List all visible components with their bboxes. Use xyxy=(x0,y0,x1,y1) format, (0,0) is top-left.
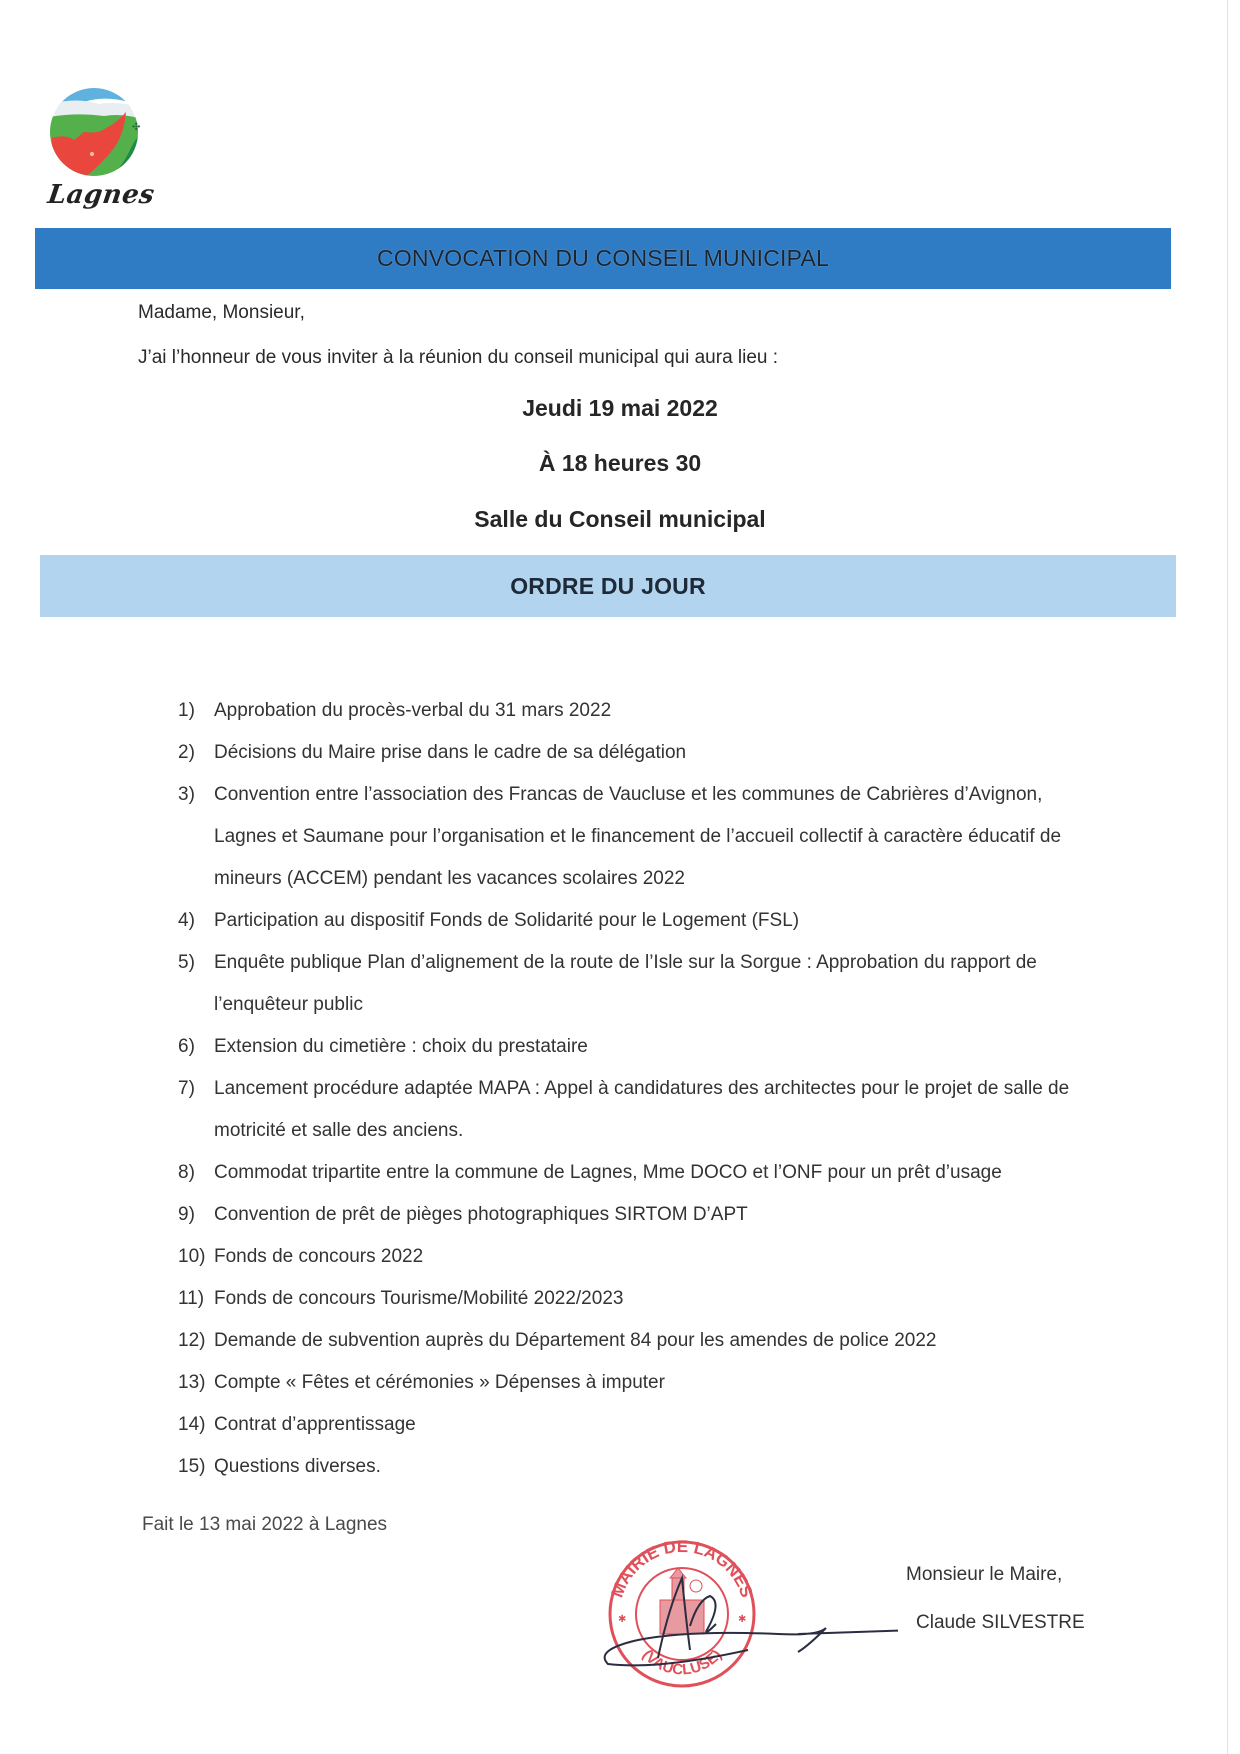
agenda-item xyxy=(178,1446,1078,1488)
agenda-item xyxy=(178,900,1078,942)
signature-block xyxy=(598,1530,1158,1710)
svg-text:✱: ✱ xyxy=(618,1614,627,1625)
signer-title: Monsieur le Maire, xyxy=(906,1564,1063,1585)
stamp-bottom-text: (VAUCLUSE) xyxy=(638,1646,726,1679)
signoff-date-place: Fait le 13 mai 2022 à Lagnes xyxy=(142,1514,388,1535)
agenda-item-text: Convention de prêt de pièges photographiques SIRTOM D’APT xyxy=(214,1204,748,1225)
agenda-item-number: 10) xyxy=(178,1246,206,1267)
meeting-time: À 18 heures 30 xyxy=(538,450,702,476)
meeting-place: Salle du Conseil municipal xyxy=(474,506,766,532)
agenda-item-number: 1) xyxy=(178,700,195,721)
agenda-item xyxy=(178,690,1078,732)
signer-name: Claude SILVESTRE xyxy=(916,1612,1085,1633)
greeting: Madame, Monsieur, xyxy=(138,302,305,323)
scan-edge-line xyxy=(1227,0,1228,1754)
agenda-item-number: 3) xyxy=(178,784,195,805)
svg-text:✣: ✣ xyxy=(132,122,141,133)
agenda-item-number: 9) xyxy=(178,1204,195,1225)
agenda-item xyxy=(178,1194,1078,1236)
agenda-item-number: 15) xyxy=(178,1456,206,1477)
agenda-item-number: 7) xyxy=(178,1078,195,1099)
agenda-item-number: 13) xyxy=(178,1372,206,1393)
agenda-list xyxy=(178,690,1078,1488)
agenda-item xyxy=(178,1362,1078,1404)
agenda-item xyxy=(178,1026,1078,1068)
agenda-item-number: 4) xyxy=(178,910,195,931)
convocation-title: CONVOCATION DU CONSEIL MUNICIPAL xyxy=(377,245,829,271)
agenda-item-number: 11) xyxy=(178,1288,205,1309)
meeting-date: Jeudi 19 mai 2022 xyxy=(522,395,718,421)
agenda-item-text: Contrat d’apprentissage xyxy=(214,1414,416,1435)
agenda-item-text: Convention entre l’association des Francas de Vaucluse et les communes de Cabrières d’Avignon, Lagnes et Saumane pour l’organisation et le financement de l’accueil collectif à caractère éducatif de mineurs (ACCEM) pendant les vacances scolaires 2022 xyxy=(214,784,1062,889)
agenda-item xyxy=(178,1152,1078,1194)
agenda-item xyxy=(178,1404,1078,1446)
agenda-item-text: Commodat tripartite entre la commune de Lagnes, Mme DOCO et l’ONF pour un prêt d’usage xyxy=(214,1162,1002,1183)
stamp-top-text: MAIRIE DE LAGNES xyxy=(607,1536,757,1600)
agenda-item-number: 14) xyxy=(178,1414,206,1435)
logo-emblem-icon xyxy=(44,82,154,182)
agenda-item xyxy=(178,1278,1078,1320)
agenda-item xyxy=(178,942,1078,1026)
agenda-item xyxy=(178,1068,1078,1152)
agenda-item xyxy=(178,774,1078,900)
svg-text:✱: ✱ xyxy=(738,1614,747,1625)
agenda-item-number: 8) xyxy=(178,1162,195,1183)
agenda-item xyxy=(178,732,1078,774)
municipality-logo xyxy=(44,82,157,222)
agenda-item xyxy=(178,1320,1078,1362)
agenda-item-text: Demande de subvention auprès du Département 84 pour les amendes de police 2022 xyxy=(214,1330,937,1351)
agenda-item-text: Décisions du Maire prise dans le cadre de sa délégation xyxy=(214,742,687,763)
agenda-title: ORDRE DU JOUR xyxy=(510,572,706,599)
agenda-item-number: 6) xyxy=(178,1036,195,1057)
agenda-item-text: Enquête publique Plan d’alignement de la route de l’Isle sur la Sorgue : Approbation du rapport de l’enquêteur public xyxy=(214,952,1037,1015)
agenda-item-text: Participation au dispositif Fonds de Solidarité pour le Logement (FSL) xyxy=(214,910,800,931)
agenda-item-number: 12) xyxy=(178,1330,206,1351)
agenda-item xyxy=(178,1236,1078,1278)
logo-wordmark: Lagnes xyxy=(45,180,157,210)
agenda-item-text: Fonds de concours 2022 xyxy=(214,1246,424,1267)
official-stamp-icon xyxy=(598,1530,898,1700)
agenda-item-number: 5) xyxy=(178,952,195,973)
convocation-header xyxy=(35,228,1171,289)
agenda-header xyxy=(40,555,1176,617)
agenda-item-text: Lancement procédure adaptée MAPA : Appel à candidatures des architectes pour le projet de salle de motricité et salle des anciens. xyxy=(214,1078,1070,1141)
invitation-text: J’ai l’honneur de vous inviter à la réunion du conseil municipal qui aura lieu : xyxy=(138,347,779,368)
agenda-item-text: Questions diverses. xyxy=(214,1456,381,1477)
agenda-item-number: 2) xyxy=(178,742,195,763)
agenda-item-text: Extension du cimetière : choix du prestataire xyxy=(214,1036,588,1057)
agenda-item-text: Compte « Fêtes et cérémonies » Dépenses à imputer xyxy=(214,1372,665,1393)
agenda-item-text: Fonds de concours Tourisme/Mobilité 2022/2023 xyxy=(214,1288,624,1309)
agenda-item-text: Approbation du procès-verbal du 31 mars 2022 xyxy=(214,700,612,721)
